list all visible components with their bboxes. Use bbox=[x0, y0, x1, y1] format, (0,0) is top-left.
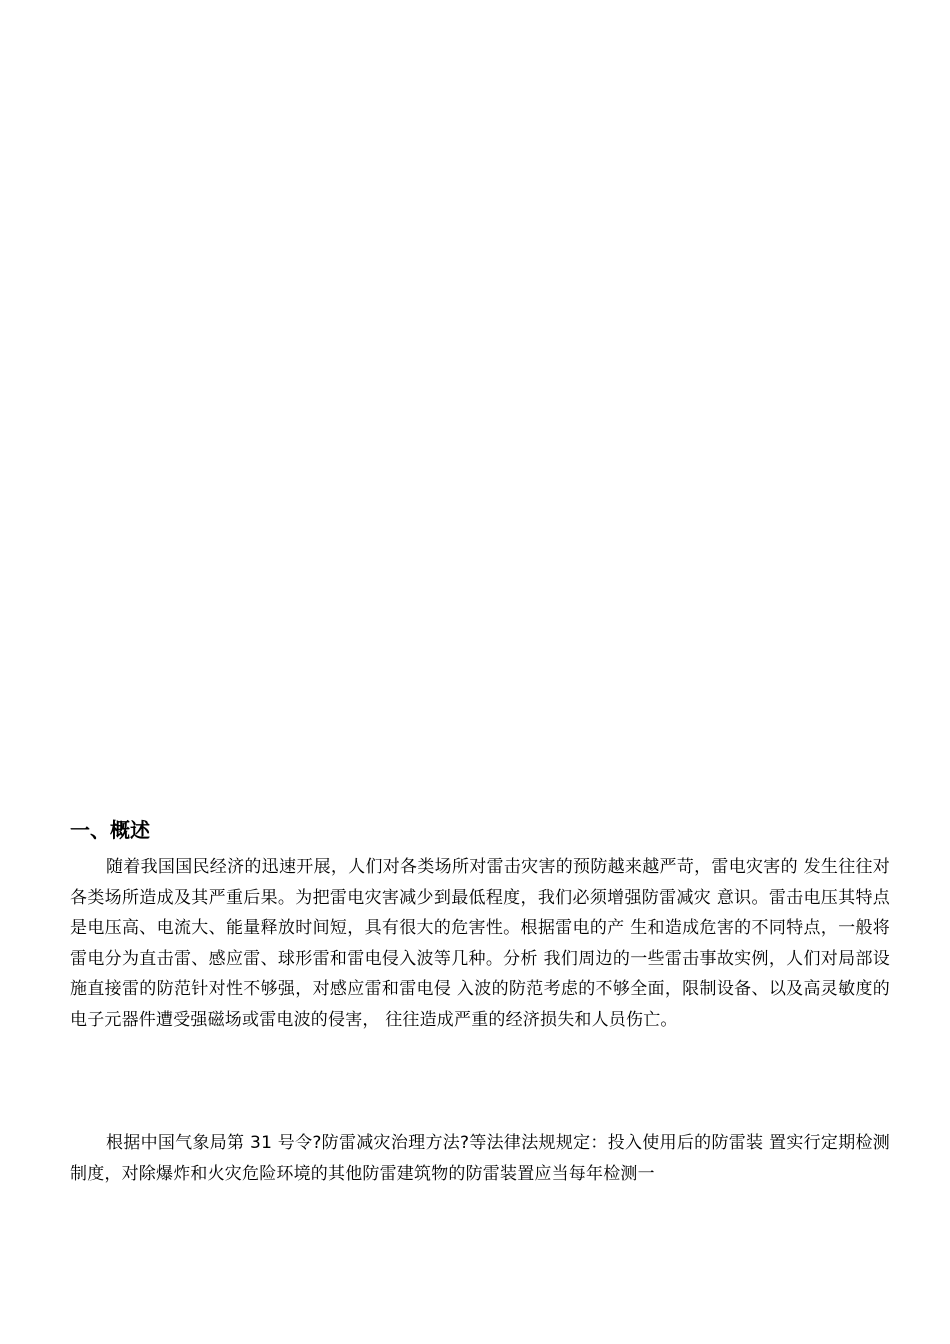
section-heading: 一、概述 bbox=[70, 818, 150, 842]
body-paragraph-1: 随着我国国民经济的迅速开展，人们对各类场所对雷击灾害的预防越来越严苛，雷电灾害的 发生往往对各类场所造成及其严重后果。为把雷电灾害减少到最低程度，我们必须增强防雷减灾 意识。雷击电压其特点是电压高、电流大、能量释放时间短，具有很大的危害性。根据雷电的产 生和造成危害的不同特点，一般将雷电分为直击雷、感应雷、球形雷和雷电侵入波等几种。分析 我们周边的一些雷击事故实例，人们对局部设施直接雷的防范针对性不够强，对感应雷和雷电侵 入波的防范考虑的不够全面，限制设备、以及高灵敏度的电子元器件遭受强磁场或雷电波的侵害， 往往造成严重的经济损失和人员伤亡。 bbox=[70, 857, 890, 1030]
body-paragraph-2: 根据中国气象局第 31 号令?防雷减灾治理方法?等法律法规规定：投入使用后的防雷装 置实行定期检测制度，对除爆炸和火灾危险环境的其他防雷建筑物的防雷装置应当每年检测一 bbox=[70, 1133, 890, 1184]
